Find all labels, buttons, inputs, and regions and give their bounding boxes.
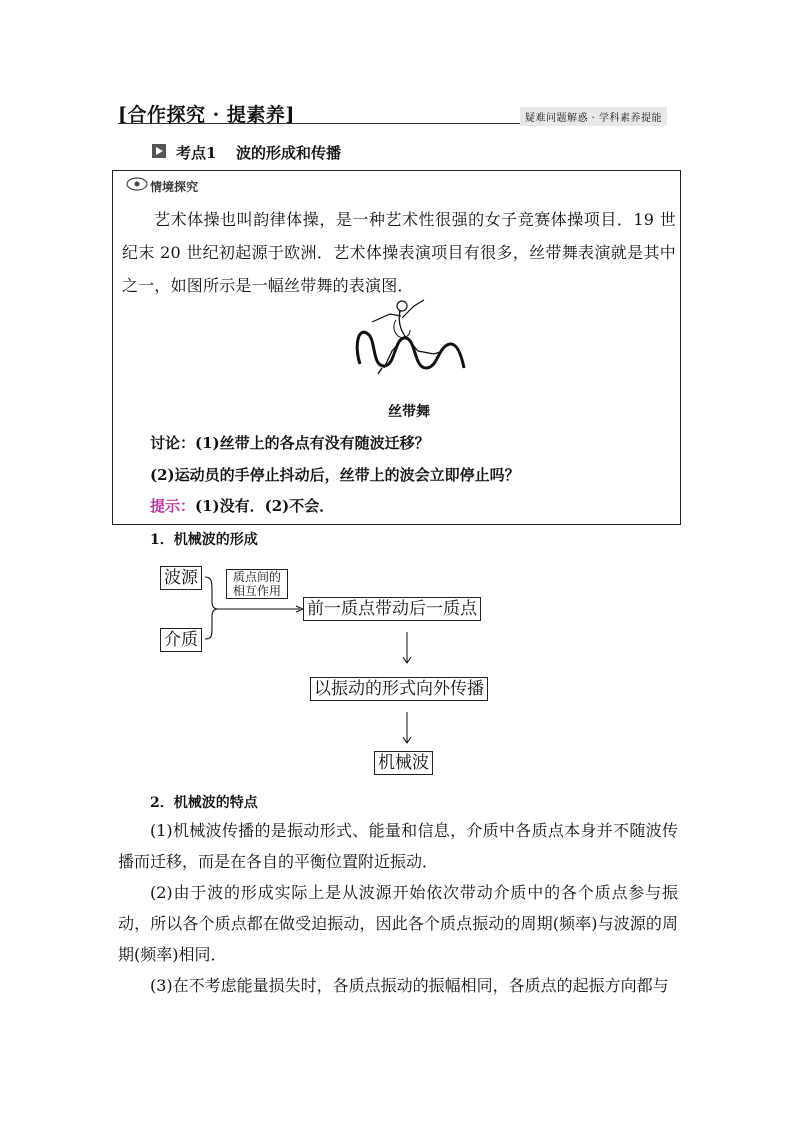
- section2-heading: 2．机械波的特点: [150, 795, 258, 811]
- interaction-line-2: 相互作用: [232, 584, 281, 598]
- paragraph-3: (3)在不考虑能量损失时，各质点振动的振幅相同，各质点的起振方向都与: [150, 976, 669, 995]
- keypoint-label: 考点1: [176, 144, 217, 162]
- box-step-2: 以振动的形式向外传播: [310, 677, 488, 701]
- down-arrow-icon: [400, 710, 414, 746]
- box-wave-source: 波源: [160, 566, 202, 590]
- keypoint-topic: 波的形成和传播: [236, 144, 342, 162]
- hint-text: (1)没有．(2)不会．: [195, 497, 335, 515]
- section1-heading: 1．机械波的形成: [150, 532, 258, 548]
- hint-label: 提示：: [150, 497, 196, 515]
- situation-tag: 情境探究: [150, 180, 199, 194]
- play-arrow-icon: [152, 144, 166, 158]
- box-result: 机械波: [374, 751, 433, 775]
- interaction-line-1: 质点间的: [232, 570, 281, 584]
- box-step-1: 前一质点带动后一质点: [303, 597, 481, 621]
- question-2: (2)运动员的手停止抖动后，丝带上的波会立即停止吗？: [150, 466, 520, 484]
- down-arrow-icon: [400, 630, 414, 666]
- image-caption: 丝带舞: [388, 404, 430, 420]
- brace-arrow-connector: [200, 564, 310, 654]
- paragraph-2: (2)由于波的形成实际上是从波源开始依次带动介质中的各个质点参与振动，所以各个质点都在做受迫振动，因此各个质点振动的周期(频率)与波源的周期(频率)相同．: [118, 883, 678, 964]
- box-medium: 介质: [160, 628, 202, 652]
- section-title: [合作探究 · 提素养]: [118, 104, 295, 126]
- situation-paragraph: 艺术体操也叫韵律体操，是一种艺术性很强的女子竞赛体操项目．19 世纪末 20 世纪初起源于欧洲．艺术体操表演项目有很多，丝带舞表演就是其中之一，如图所示是一幅丝带舞的表演图．: [122, 210, 676, 295]
- situation-badge-icon: [126, 176, 148, 192]
- ribbon-dancer-illustration: [350, 296, 470, 391]
- header-tag: 疑难问题解惑 · 学科素养提能: [520, 107, 667, 126]
- question-1: 讨论：(1)丝带上的各点有没有随波迁移？: [150, 434, 430, 452]
- hint-line: [150, 495, 334, 516]
- paragraph-1: (1)机械波传播的是振动形式、能量和信息，介质中各质点本身并不随波传播而迁移，而是在各自的平衡位置附近振动．: [118, 821, 678, 871]
